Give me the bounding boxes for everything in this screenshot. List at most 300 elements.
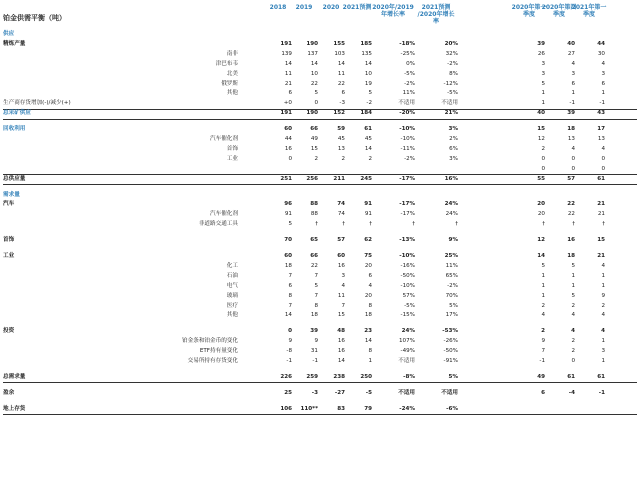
table-cell: -13% — [399, 237, 415, 244]
row-label: 需求量 — [3, 191, 20, 198]
table-cell: 5 — [541, 80, 545, 87]
row-label: 生产商存货增加(-)/减少(+) — [3, 100, 71, 107]
row-label: 铂金条和铂金币的变化 — [182, 338, 238, 345]
table-cell: -1 — [312, 358, 318, 364]
table-cell: 20 — [537, 211, 545, 218]
row-label: 俄罗斯 — [221, 80, 238, 87]
table-cell: 57 — [567, 175, 575, 182]
table-row — [0, 109, 640, 118]
table-cell: 6 — [541, 389, 545, 396]
row-label: 精炼产量 — [3, 40, 26, 47]
table-cell: 44 — [284, 136, 292, 142]
table-cell: 22 — [567, 201, 575, 208]
row-label: 医疗 — [226, 302, 238, 309]
table-cell: 18 — [567, 126, 575, 133]
table-cell: -2 — [366, 100, 372, 107]
table-cell: 0 — [601, 155, 605, 162]
column-header: 2021预测 — [342, 4, 372, 11]
table-cell: 8% — [449, 70, 458, 77]
table-cell: 27 — [567, 50, 575, 57]
table-cell: -12% — [443, 80, 458, 87]
table-cell: 65% — [445, 272, 458, 279]
table-cell: -8% — [403, 373, 415, 380]
table-cell: † — [455, 221, 458, 228]
table-cell: 1 — [368, 358, 372, 364]
table-cell: 91 — [364, 201, 372, 208]
table-cell: 45 — [364, 136, 372, 142]
table-cell: 6 — [288, 282, 292, 289]
row-label: 总需求量 — [3, 373, 26, 380]
table-cell: 5 — [314, 90, 318, 97]
table-row — [0, 405, 640, 414]
table-cell: 103 — [334, 50, 345, 57]
table-cell: -5% — [404, 70, 415, 77]
table-cell: 4 — [571, 60, 575, 67]
table-cell: 0 — [571, 358, 575, 364]
table-row — [0, 357, 640, 366]
table-cell: 12 — [537, 136, 545, 142]
row-label: 盈余 — [3, 389, 15, 396]
table-cell: 5 — [541, 262, 545, 269]
table-cell: 66 — [310, 126, 318, 133]
table-cell: 2 — [571, 348, 575, 355]
table-cell: 2 — [571, 302, 575, 309]
table-cell: 5 — [368, 90, 372, 97]
table-cell: -49% — [400, 348, 415, 355]
table-cell: -10% — [400, 136, 415, 142]
column-header: 2020年第一季度 — [511, 4, 547, 18]
table-row — [0, 272, 640, 281]
table-cell: 14 — [284, 60, 292, 67]
table-cell: -1 — [569, 100, 575, 107]
table-cell: 21 — [597, 201, 605, 208]
table-cell: -6% — [446, 405, 458, 412]
table-cell: 13 — [597, 136, 605, 142]
table-cell: 20 — [364, 292, 372, 299]
table-cell: -50% — [443, 348, 458, 355]
table-cell: 79 — [364, 405, 372, 412]
column-header: 2019 — [295, 4, 313, 11]
table-row — [0, 135, 640, 144]
table-cell: -1 — [286, 358, 292, 364]
table-cell: 2% — [449, 136, 458, 142]
table-cell: -10% — [399, 253, 415, 259]
table-cell: 1 — [601, 338, 605, 345]
table-cell: 14 — [364, 145, 372, 152]
table-cell: -4 — [568, 389, 575, 396]
table-cell: 91 — [364, 211, 372, 218]
table-cell: 0 — [541, 155, 545, 162]
table-cell: 4 — [368, 282, 372, 289]
table-row — [0, 50, 640, 59]
table-cell: 2 — [541, 302, 545, 309]
table-row — [0, 175, 640, 184]
table-row — [0, 389, 640, 398]
table-cell: 4 — [601, 145, 605, 152]
table-cell: 1 — [601, 272, 605, 279]
table-cell: 21% — [444, 110, 458, 117]
table-cell: 8 — [288, 292, 292, 299]
row-label: 工业 — [226, 155, 238, 162]
table-cell: 22 — [310, 80, 318, 87]
table-cell: 20 — [364, 262, 372, 269]
table-cell: 66 — [310, 253, 318, 259]
table-cell: 16 — [284, 145, 292, 152]
table-cell: 65 — [310, 237, 318, 244]
table-cell: 2 — [601, 302, 605, 309]
table-cell: 1 — [541, 100, 545, 107]
table-cell: 25% — [444, 253, 458, 259]
table-cell: 256 — [306, 175, 318, 182]
table-row — [0, 282, 640, 291]
table-cell: 6 — [571, 80, 575, 87]
table-cell: 3 — [341, 272, 345, 279]
row-label: 首饰 — [226, 145, 238, 152]
table-cell: 8 — [368, 348, 372, 355]
table-cell: 不适用 — [398, 100, 415, 107]
column-header: 2020年/2019 年增长率 — [372, 4, 414, 18]
table-cell: 24% — [401, 328, 415, 335]
table-cell: 9 — [314, 338, 318, 345]
table-cell: 5% — [448, 373, 458, 380]
table-cell: 15 — [310, 145, 318, 152]
table-cell: 2 — [541, 328, 545, 335]
table-cell: -50% — [400, 272, 415, 279]
table-cell: 14 — [284, 312, 292, 319]
row-label: 南非 — [226, 50, 238, 57]
table-cell: 不适用 — [398, 358, 415, 364]
table-cell: 6 — [368, 272, 372, 279]
table-cell: 不适用 — [441, 389, 458, 396]
table-cell: 74 — [337, 201, 345, 208]
table-cell: 不适用 — [398, 389, 415, 396]
table-cell: 24% — [444, 201, 458, 208]
table-cell: † — [602, 221, 605, 228]
table-cell: 14 — [310, 60, 318, 67]
table-cell: 8 — [368, 302, 372, 309]
table-cell: 2 — [541, 145, 545, 152]
table-cell: -91% — [443, 358, 458, 364]
table-cell: 39 — [537, 40, 545, 47]
table-cell: 11 — [337, 70, 345, 77]
row-label: 交易所持有存货变化 — [187, 358, 238, 364]
table-cell: 4 — [541, 312, 545, 319]
table-cell: 190 — [306, 110, 318, 117]
table-row — [0, 347, 640, 356]
row-divider — [3, 382, 637, 383]
table-cell: 61 — [364, 126, 372, 133]
table-cell: 45 — [337, 136, 345, 142]
table-cell: -2% — [447, 282, 458, 289]
table-cell: 14 — [337, 358, 345, 364]
table-cell: 5 — [571, 262, 575, 269]
table-cell: 0 — [288, 155, 292, 162]
table-cell: 39 — [567, 110, 575, 117]
row-label: 玻璃 — [226, 292, 238, 299]
table-cell: 10 — [364, 70, 372, 77]
table-cell: 106 — [280, 405, 292, 412]
table-cell: -27 — [334, 389, 345, 396]
column-header: 2020年第四季度 — [541, 4, 577, 18]
table-cell: 96 — [284, 201, 292, 208]
table-cell: 4 — [601, 60, 605, 67]
table-cell: -3 — [339, 100, 345, 107]
table-cell: -10% — [400, 282, 415, 289]
table-cell: -26% — [443, 338, 458, 345]
table-cell: 60 — [337, 253, 345, 259]
row-label: 总采矿供应 — [3, 110, 31, 117]
table-cell: 9 — [288, 338, 292, 345]
table-cell: 21 — [597, 211, 605, 218]
table-cell: 11 — [337, 292, 345, 299]
row-label: 其他 — [226, 90, 238, 97]
table-cell: 11% — [445, 262, 458, 269]
table-cell: -17% — [400, 211, 415, 218]
table-title: 铂金供需平衡（吨） — [3, 14, 66, 22]
table-cell: -25% — [400, 50, 415, 57]
table-row — [0, 99, 640, 108]
table-cell: 70% — [445, 292, 458, 299]
table-row — [0, 210, 640, 219]
table-cell: 5% — [449, 302, 458, 309]
table-row — [0, 155, 640, 164]
table-cell: 1 — [541, 272, 545, 279]
table-row — [0, 373, 640, 382]
table-cell: 137 — [307, 50, 318, 57]
table-cell: 49 — [537, 373, 545, 380]
row-label: 非道路交通工具 — [198, 221, 238, 228]
table-cell: 21 — [284, 80, 292, 87]
column-header: 2021年第一季度 — [571, 4, 607, 18]
row-label: 津巴布韦 — [215, 60, 238, 67]
table-cell: 22 — [567, 211, 575, 218]
table-cell: 2 — [314, 155, 318, 162]
table-cell: 70 — [284, 237, 292, 244]
column-header: 2021预测 /2020年增长 率 — [417, 4, 455, 25]
table-cell: 18 — [310, 312, 318, 319]
table-cell: 62 — [364, 237, 372, 244]
table-cell: 7 — [341, 302, 345, 309]
table-cell: 2 — [571, 338, 575, 345]
row-label: 汽车 — [3, 201, 15, 208]
table-cell: 10 — [310, 70, 318, 77]
table-cell: -5% — [404, 302, 415, 309]
table-cell: 110** — [300, 405, 318, 412]
table-cell: 9 — [541, 338, 545, 345]
table-cell: -3 — [311, 389, 318, 396]
table-cell: 74 — [337, 211, 345, 218]
table-cell: 226 — [280, 373, 292, 380]
table-cell: 48 — [337, 328, 345, 335]
table-cell: -20% — [399, 110, 415, 117]
table-cell: 0 — [571, 155, 575, 162]
table-row — [0, 70, 640, 79]
row-label: 回收利用 — [3, 126, 26, 133]
table-row — [0, 80, 640, 89]
table-cell: 11 — [284, 70, 292, 77]
table-cell: 23 — [364, 328, 372, 335]
table-cell: 26 — [537, 50, 545, 57]
table-cell: 0 — [601, 165, 605, 172]
table-cell: 16 — [337, 338, 345, 345]
table-row — [0, 292, 640, 301]
table-cell: 4 — [601, 262, 605, 269]
table-cell: 31 — [310, 348, 318, 355]
table-cell: 16 — [337, 348, 345, 355]
table-cell: 32% — [445, 50, 458, 57]
table-cell: † — [572, 221, 575, 228]
table-cell: 2 — [368, 155, 372, 162]
table-cell: 2 — [341, 155, 345, 162]
table-cell: 22 — [310, 262, 318, 269]
table-cell: † — [315, 221, 318, 228]
table-cell: 191 — [280, 110, 292, 117]
column-header: 2018 — [269, 4, 287, 11]
table-cell: -1 — [598, 389, 605, 396]
table-cell: 185 — [360, 40, 372, 47]
row-label: 地上存货 — [3, 405, 26, 412]
table-cell: 4 — [341, 282, 345, 289]
table-cell: 22 — [337, 80, 345, 87]
table-cell: 60 — [284, 253, 292, 259]
table-cell: 39 — [310, 328, 318, 335]
table-cell: 75 — [364, 253, 372, 259]
table-cell: 190 — [306, 40, 318, 47]
table-cell: 59 — [337, 126, 345, 133]
table-cell: 16 — [567, 237, 575, 244]
table-cell: 61 — [597, 373, 605, 380]
table-cell: 15 — [337, 312, 345, 319]
table-cell: 0 — [288, 328, 292, 335]
table-cell: 135 — [361, 50, 372, 57]
table-cell: 152 — [333, 110, 345, 117]
row-label: 总供应量 — [3, 175, 26, 182]
table-cell: 16 — [337, 262, 345, 269]
table-cell: -2% — [404, 80, 415, 87]
table-cell: 14 — [364, 60, 372, 67]
table-cell: 49 — [310, 136, 318, 142]
row-label: 汽车催化剂 — [210, 136, 238, 142]
table-cell: 4 — [601, 328, 605, 335]
table-cell: 3 — [601, 348, 605, 355]
table-cell: 83 — [337, 405, 345, 412]
table-cell: 5 — [314, 282, 318, 289]
table-cell: -53% — [442, 328, 458, 335]
table-cell: 3 — [541, 70, 545, 77]
table-cell: 24% — [445, 211, 458, 218]
table-cell: 13 — [567, 136, 575, 142]
table-cell: 7 — [288, 302, 292, 309]
table-cell: 1 — [601, 282, 605, 289]
table-cell: † — [342, 221, 345, 228]
table-row — [0, 89, 640, 98]
table-cell: 191 — [280, 40, 292, 47]
table-cell: 12 — [537, 237, 545, 244]
row-label: 北美 — [226, 70, 238, 77]
row-label: ETF持有量变化 — [199, 348, 238, 355]
table-row — [0, 60, 640, 69]
row-label: 工业 — [3, 253, 15, 259]
table-cell: 7 — [314, 272, 318, 279]
row-divider — [3, 119, 637, 120]
table-cell: -18% — [399, 40, 415, 47]
table-cell: 1 — [571, 90, 575, 97]
table-cell: +0 — [283, 100, 292, 107]
table-cell: 18 — [567, 253, 575, 259]
table-cell: 17% — [445, 312, 458, 319]
row-label: 供应 — [3, 31, 15, 37]
row-divider — [3, 414, 637, 415]
table-cell: 57% — [402, 292, 415, 299]
table-cell: 0% — [406, 60, 415, 67]
table-cell: 4 — [571, 145, 575, 152]
table-cell: 6 — [288, 90, 292, 97]
table-row — [0, 30, 640, 39]
table-cell: 61 — [597, 175, 605, 182]
table-cell: 19 — [364, 80, 372, 87]
table-cell: 25 — [284, 389, 292, 396]
table-cell: 184 — [360, 110, 372, 117]
table-cell: 245 — [360, 175, 372, 182]
table-row — [0, 236, 640, 245]
row-label: 石油 — [226, 272, 238, 279]
table-cell: 6% — [449, 145, 458, 152]
table-cell: 18 — [284, 262, 292, 269]
table-row — [0, 220, 640, 229]
table-cell: 91 — [284, 211, 292, 218]
table-row — [0, 337, 640, 346]
table-cell: 13 — [337, 145, 345, 152]
table-cell: 11% — [402, 90, 415, 97]
table-cell: 44 — [597, 40, 605, 47]
table-cell: 0 — [541, 165, 545, 172]
table-cell: 107% — [399, 338, 415, 345]
table-cell: 15 — [597, 237, 605, 244]
table-row — [0, 262, 640, 271]
row-label: 化工 — [226, 262, 238, 269]
table-cell: 14 — [364, 338, 372, 345]
table-cell: 3 — [571, 70, 575, 77]
table-cell: 57 — [337, 237, 345, 244]
table-cell: 4 — [571, 312, 575, 319]
table-row — [0, 200, 640, 209]
table-cell: 1 — [601, 358, 605, 364]
table-cell: 211 — [333, 175, 345, 182]
table-cell: 61 — [567, 373, 575, 380]
row-label: 首饰 — [3, 237, 15, 244]
table-row — [0, 165, 640, 174]
table-cell: 88 — [310, 201, 318, 208]
table-cell: 250 — [360, 373, 372, 380]
table-cell: 1 — [571, 272, 575, 279]
table-cell: 7 — [288, 272, 292, 279]
table-cell: 4 — [601, 312, 605, 319]
table-cell: 60 — [284, 126, 292, 133]
table-cell: -11% — [400, 145, 415, 152]
row-label: 投资 — [3, 328, 15, 335]
table-cell: 1 — [541, 292, 545, 299]
table-cell: † — [369, 221, 372, 228]
table-cell: 155 — [333, 40, 345, 47]
column-header: 2020 — [322, 4, 340, 11]
table-cell: 0 — [314, 100, 318, 107]
table-row — [0, 252, 640, 261]
table-cell: 43 — [597, 110, 605, 117]
table-cell: 6 — [341, 90, 345, 97]
table-row — [0, 327, 640, 336]
row-label: 汽车催化剂 — [210, 211, 238, 218]
table-row — [0, 191, 640, 200]
